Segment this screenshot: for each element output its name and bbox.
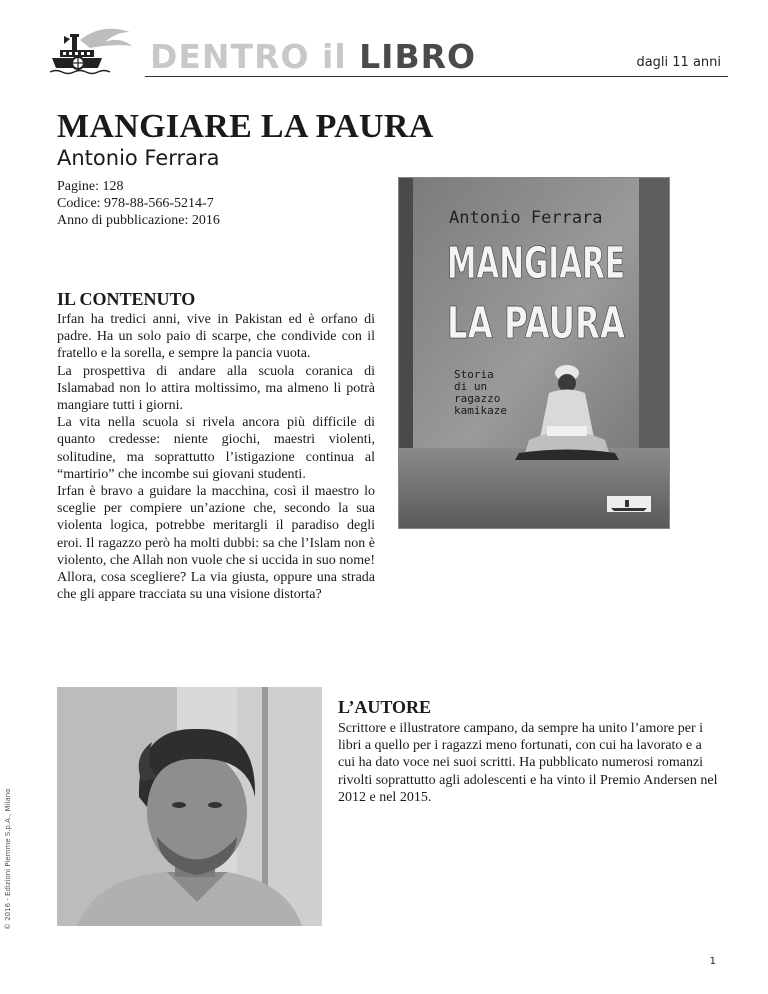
steamboat-logo-icon bbox=[50, 22, 145, 77]
contenuto-paragraph: Irfan è bravo a guidare la macchina, così il maestro lo sceglie per compiere un’azione che, secondo la sua violenta logica, potrebbe meritargli il paradiso degli eroi. Il ragazzo però ha molti dubbi: sa che l’Islam non è violento, che Allah non vuole che si uccida in suo nome! Allora, cosa scegliere? La via giusta, oppure una strada che gli appare tracciata su una visione distorta? bbox=[57, 484, 375, 603]
age-label: dagli 11 anni bbox=[636, 55, 721, 70]
series-brand bbox=[150, 37, 477, 76]
autore-body: Scrittore e illustratore campano, da sempre ha unito l’amore per i libri a quello per i ragazzi meno fortunati, con cui ha lavorato e a cui ha dato voce nei suoi scritti. Ha pubblicato numerosi romanzi rivolti soprattutto agli adolescenti e ha vinto il Premio Andersen nel 2012 e nel 2015. bbox=[338, 721, 718, 805]
author-photo bbox=[57, 687, 322, 926]
brand-word-dentro: DENTRO bbox=[150, 37, 310, 76]
brand-word-il: il bbox=[309, 37, 360, 76]
section-heading-autore: L’AUTORE bbox=[338, 697, 432, 717]
book-title: MANGIARE LA PAURA bbox=[57, 108, 434, 145]
cover-subtitle-line3: ragazzo bbox=[454, 392, 501, 405]
contenuto-paragraph: Irfan ha tredici anni, vive in Pakistan ed è orfano di padre. Ha un solo paio di scarpe, che condivide con il fratello e la sorella, e sempre la pancia vuota. bbox=[57, 312, 375, 362]
section-heading-contenuto: IL CONTENUTO bbox=[57, 289, 196, 309]
book-author: Antonio Ferrara bbox=[57, 146, 220, 170]
cover-subtitle-line4: kamikaze bbox=[454, 404, 507, 417]
contenuto-body bbox=[57, 311, 375, 603]
book-metadata bbox=[57, 178, 220, 229]
cover-title-line1: MANGIARE bbox=[447, 238, 625, 289]
header-divider bbox=[145, 76, 728, 77]
book-pages: Pagine: 128 bbox=[57, 179, 124, 194]
brand-word-libro: LIBRO bbox=[359, 37, 477, 76]
contenuto-paragraph: La vita nella scuola si rivela ancora più difficile di quanto credesse: niente giochi, maestri violenti, solitudine, ma soprattutto l’istigazione continua al “martirio” che incombe sui giovani studenti. bbox=[57, 415, 375, 482]
cover-subtitle-line1: Storia bbox=[454, 368, 494, 381]
cover-title-line2: LA PAURA bbox=[447, 298, 625, 349]
contenuto-paragraph: La prospettiva di andare alla scuola coranica di Islamabad non lo attira moltissimo, ma almeno lì potrà mangiare tutti i giorni. bbox=[57, 363, 375, 414]
book-cover-image bbox=[398, 177, 670, 529]
cover-author: Antonio Ferrara bbox=[449, 208, 603, 228]
book-year: Anno di pubblicazione: 2016 bbox=[57, 213, 220, 228]
copyright-text: © 2016 - Edizioni Piemme S.p.A., Milano bbox=[4, 788, 12, 930]
book-code: Codice: 978-88-566-5214-7 bbox=[57, 196, 214, 211]
cover-subtitle-line2: di un bbox=[454, 380, 488, 393]
page-number: 1 bbox=[709, 956, 716, 967]
copyright-note bbox=[0, 788, 20, 940]
